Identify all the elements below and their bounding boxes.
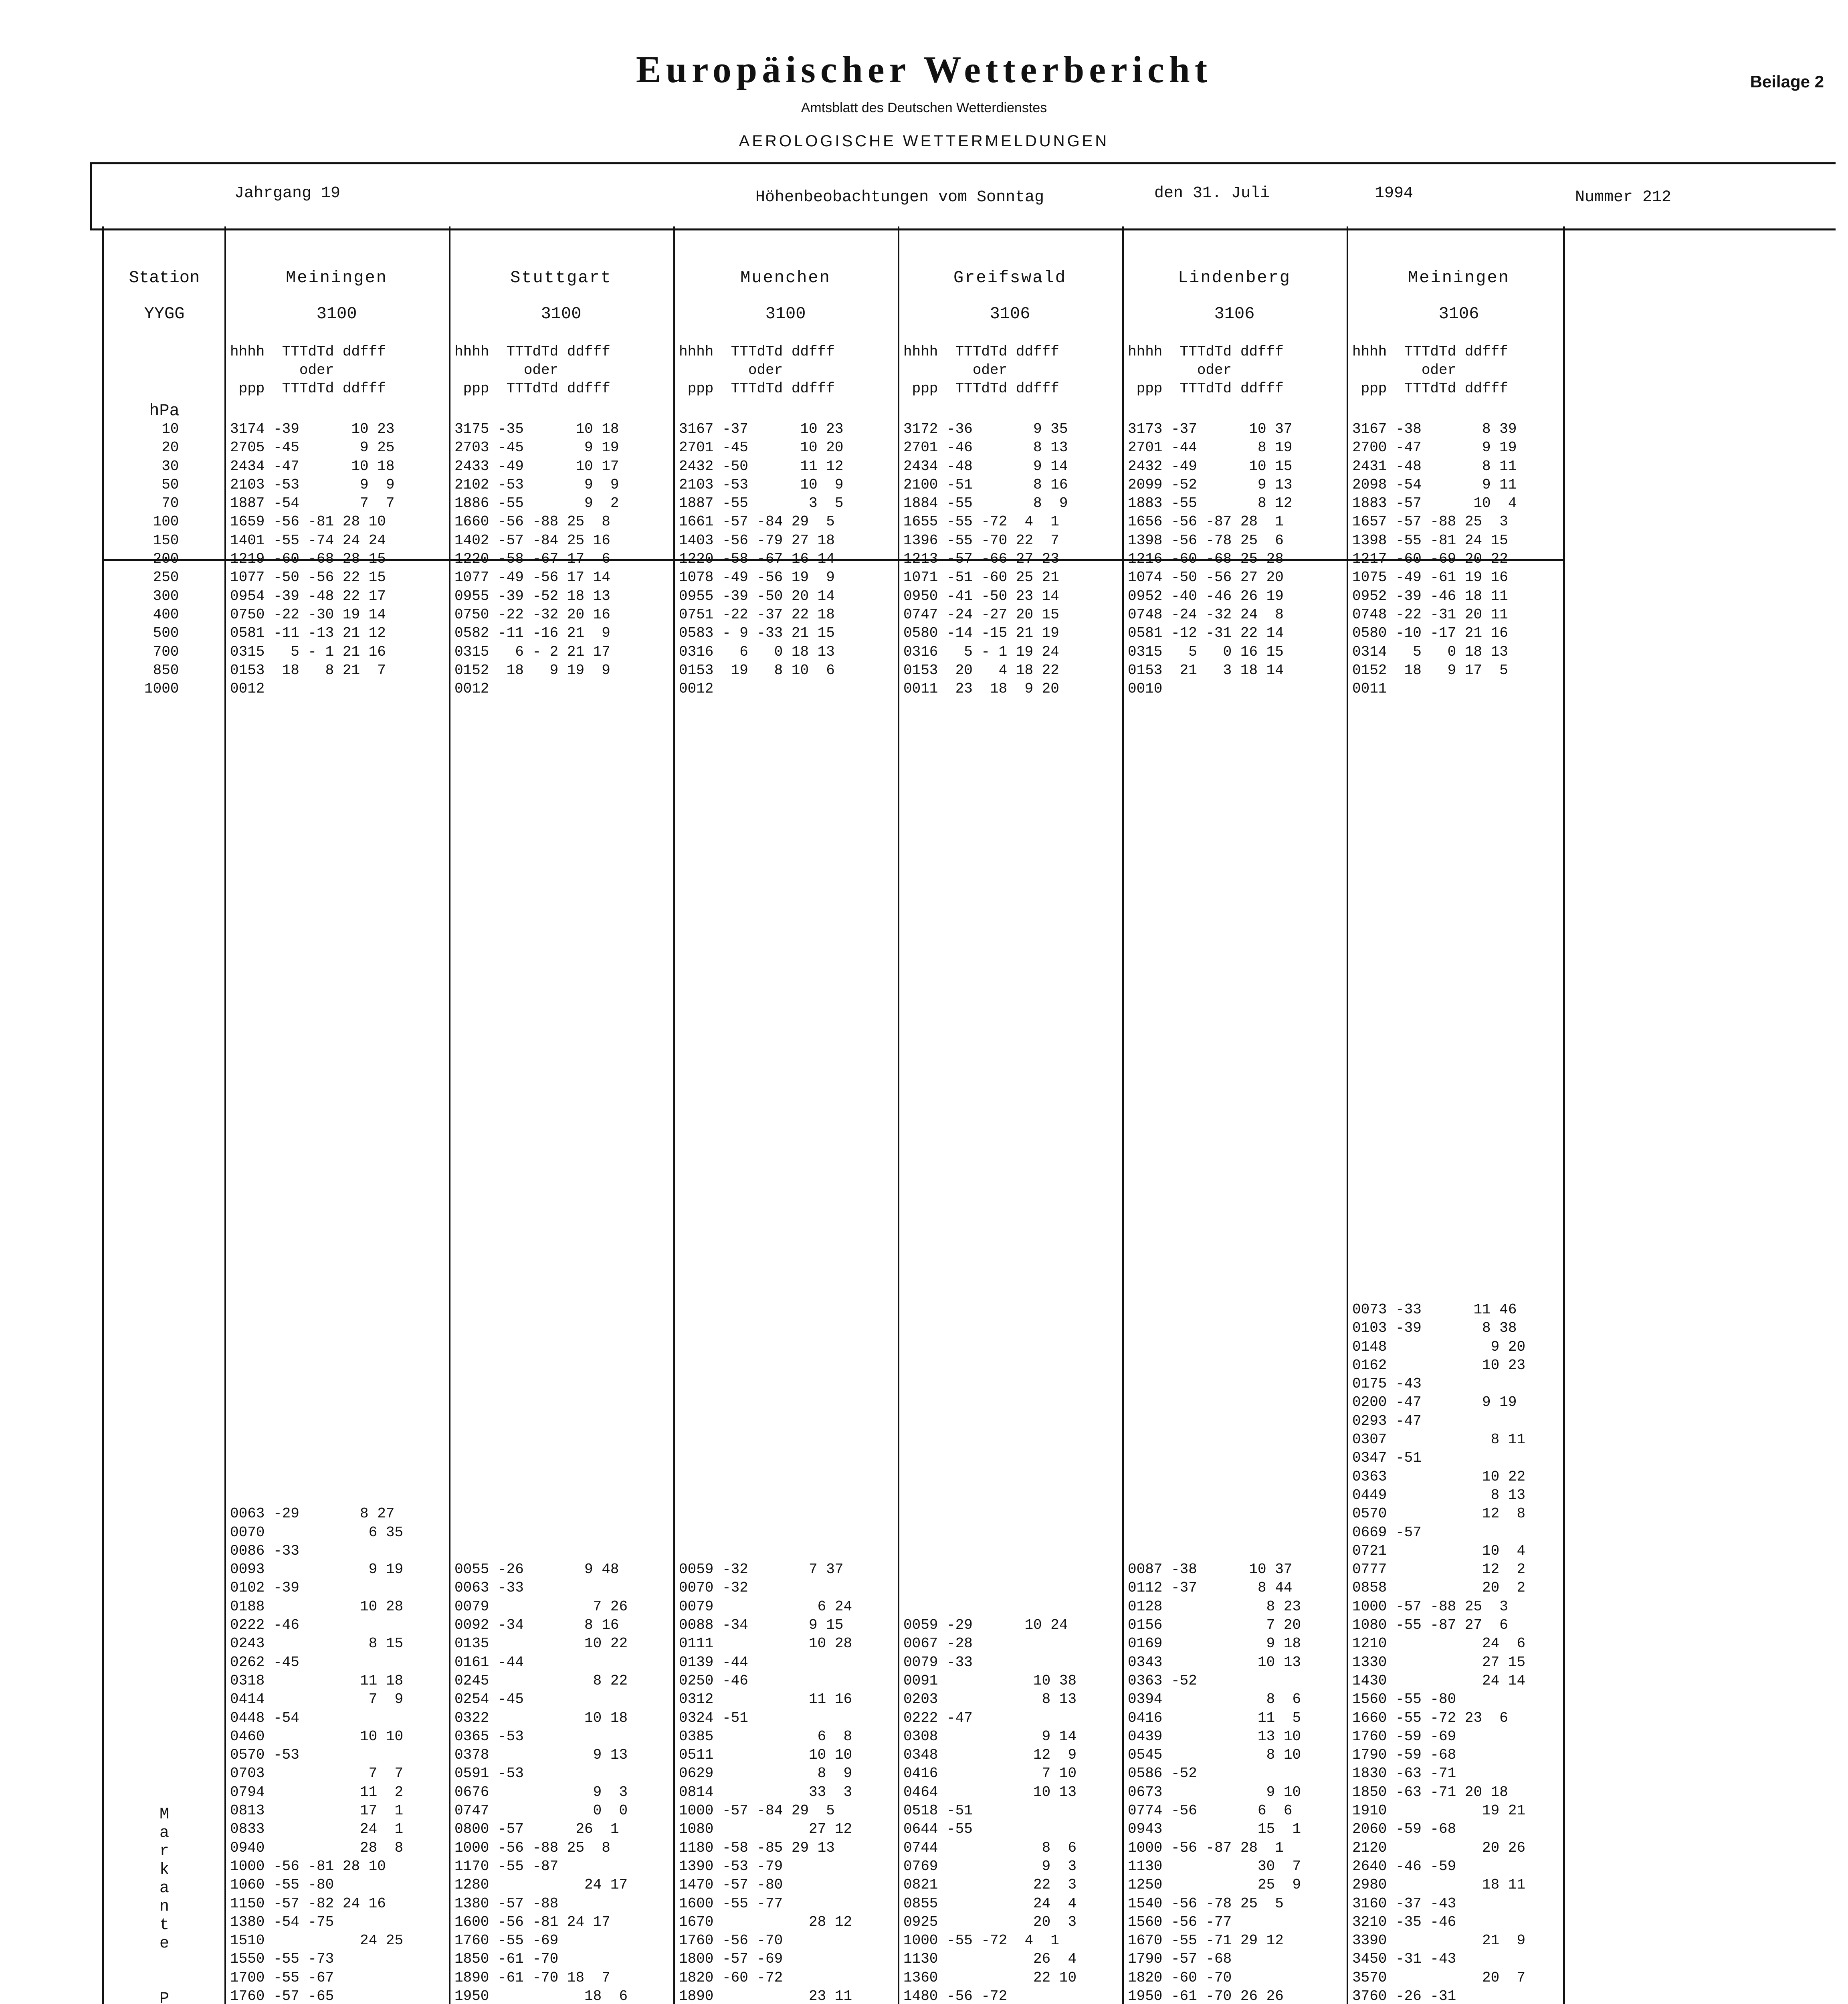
year: 1994 xyxy=(1375,184,1414,202)
station-yygg: 3100 xyxy=(316,304,357,323)
column-head-2: oder xyxy=(679,362,783,378)
beilage-label: Beilage 2 xyxy=(1750,72,1824,91)
column-head-2: oder xyxy=(454,362,559,378)
column-head-2: oder xyxy=(230,362,334,378)
report-title: Europäischer Wetterbericht xyxy=(636,49,1212,91)
date: den 31. Juli xyxy=(1154,184,1270,202)
station-yygg: 3100 xyxy=(765,304,806,323)
station-yygg: 3106 xyxy=(1214,304,1255,323)
significant-points: 0063 -29 8 27 0070 6 35 0086 -33 0093 9 19 0102 -39 0188 10 28 0222 -46 0243 8 15 0262 -45 0318 11 18 0414 7 9 0448 -54 0460 10 10 0570 -53 0703 7 7 0794 11 2 0813 17 1 0833 24 1 0940 28 8 1000 -56 -81 28 10 1060 -55 -80 1150 -57 -82 24 16 1380 -54 -75 1510 24 25 1550 -55 -73 1700 -55 -67 1760 -57 -65 xyxy=(230,1505,404,2004)
column-head-1: hhhh TTTdTd ddfff xyxy=(903,343,1059,360)
data-grid xyxy=(102,226,1565,2004)
column-head-1: hhhh TTTdTd ddfff xyxy=(1352,343,1508,360)
standard-levels: 3174 -39 10 23 2705 -45 9 25 2434 -47 10 18 2103 -53 9 9 1887 -54 7 7 1659 -56 -81 28 10 1401 -55 -74 24 24 1219 -60 -68 28 15 1077 -50 -56 22 15 0954 -39 -48 22 17 0750 -22 -30 19 14 0581 -11 -13 21 12 0315 5 - 1 21 16 0153 18 8 21 7 0012 xyxy=(230,421,395,697)
column-head-2: oder xyxy=(1352,362,1456,378)
column-head-1: hhhh TTTdTd ddfff xyxy=(454,343,610,360)
significant-points: 0059 -32 7 37 0070 -32 0079 6 24 0088 -34 9 15 0111 10 28 0139 -44 0250 -46 0312 11 16 0324 -51 0385 6 8 0511 10 10 0629 8 9 0814 33 3 1000 -57 -84 29 5 1080 27 12 1180 -58 -85 29 13 1390 -53 -79 1470 -57 -80 1600 -55 -77 1670 28 12 1760 -56 -70 1800 -57 -69 1820 -60 -72 1890 23 11 xyxy=(679,1561,852,2004)
station-name: Meiningen xyxy=(286,268,388,287)
significant-points: 0073 -33 11 46 0103 -39 8 38 0148 9 20 0162 10 23 0175 -43 0200 -47 9 19 0293 -47 0307 8 11 0347 -51 0363 10 22 0449 8 13 0570 12 8 0669 -57 0721 10 4 0777 12 2 0858 20 2 1000 -57 -88 25 3 1080 -55 -87 27 6 1210 24 6 1330 27 15 1430 24 14 1560 -55 -80 1660 -55 -72 23 6 1760 -59 -69 1790 -59 -68 1830 -63 -71 1850 -63 -71 20 18 1910 19 21 2060 -59 -68 2120 20 26 2640 -46 -59 2980 18 11 3160 -37 -43 3210 -35 -46 3390 21 9 3450 -31 -43 3570 20 7 3760 -26 -31 xyxy=(1352,1301,1526,2004)
observation-label: Höhenbeobachtungen vom Sonntag xyxy=(755,188,1044,206)
standard-levels: 3172 -36 9 35 2701 -46 8 13 2434 -48 9 14 2100 -51 8 16 1884 -55 8 9 1655 -55 -72 4 1 1396 -55 -70 22 7 1213 -57 -66 27 23 1071 -51 -60 25 21 0950 -41 -50 23 14 0747 -24 -27 20 15 0580 -14 -15 21 19 0316 5 - 1 19 24 0153 20 4 18 22 0011 23 18 9 20 xyxy=(903,421,1068,697)
station-yygg: 3106 xyxy=(1438,304,1479,323)
significant-points: 0059 -29 10 24 0067 -28 0079 -33 0091 10 38 0203 8 13 0222 -47 0308 9 14 0348 12 9 0416 7 10 0464 10 13 0518 -51 0644 -55 0744 8 6 0769 9 3 0821 22 3 0855 24 4 0925 20 3 1000 -55 -72 4 1 1130 26 4 1360 22 10 1480 -56 -72 xyxy=(903,1617,1077,2004)
significant-points: 0087 -38 10 37 0112 -37 8 44 0128 8 23 0156 7 20 0169 9 18 0343 10 13 0363 -52 0394 8 6 0416 11 5 0439 13 10 0545 8 10 0586 -52 0673 9 10 0774 -56 6 6 0943 15 1 1000 -56 -87 28 1 1130 30 7 1250 25 9 1540 -56 -78 25 5 1560 -56 -77 1670 -55 -71 29 12 1790 -57 -68 1820 -60 -70 1950 -61 -70 26 26 xyxy=(1128,1561,1301,2004)
column-head-3: ppp TTTdTd ddfff xyxy=(230,380,386,397)
hpa-label: hPa xyxy=(149,401,180,420)
column-head-2: oder xyxy=(1128,362,1232,378)
station-label: Station xyxy=(129,268,200,287)
column-head-3: ppp TTTdTd ddfff xyxy=(1128,380,1284,397)
standard-levels: 3173 -37 10 37 2701 -44 8 19 2432 -49 10 15 2099 -52 9 13 1883 -55 8 12 1656 -56 -87 28 1 1398 -56 -78 25 6 1216 -60 -68 25 28 1074 -50 -56 27 20 0952 -40 -46 26 19 0748 -24 -32 24 8 0581 -12 -31 22 14 0315 5 0 16 15 0153 21 3 18 14 0010 xyxy=(1128,421,1293,697)
yygg-label: YYGG xyxy=(144,304,185,323)
column-head-3: ppp TTTdTd ddfff xyxy=(679,380,835,397)
report-subtitle: Amtsblatt des Deutschen Wetterdienstes xyxy=(801,100,1047,115)
column-head-3: ppp TTTdTd ddfff xyxy=(1352,380,1508,397)
column-head-1: hhhh TTTdTd ddfff xyxy=(1128,343,1284,360)
issue-bar xyxy=(90,162,1836,230)
standard-levels: 3175 -35 10 18 2703 -45 9 19 2433 -49 10 17 2102 -53 9 9 1886 -55 9 2 1660 -56 -88 25 8 1402 -57 -84 25 16 1220 -58 -67 17 6 1077 -49 -56 17 14 0955 -39 -52 18 13 0750 -22 -32 20 16 0582 -11 -16 21 9 0315 6 - 2 21 17 0152 18 9 19 9 0012 xyxy=(454,421,619,697)
station-name: Greifswald xyxy=(953,268,1067,287)
pressure-levels: 10 20 30 50 70 100 150 200 250 300 400 500 700 850 1000 xyxy=(144,421,179,697)
issue-number: Nummer 212 xyxy=(1575,188,1672,206)
station-name: Muenchen xyxy=(740,268,831,287)
column-head-3: ppp TTTdTd ddfff xyxy=(454,380,610,397)
column-head-1: hhhh TTTdTd ddfff xyxy=(230,343,386,360)
significant-points: 0055 -26 9 48 0063 -33 0079 7 26 0092 -34 8 16 0135 10 22 0161 -44 0245 8 22 0254 -45 0322 10 18 0365 -53 0378 9 13 0591 -53 0676 9 3 0747 0 0 0800 -57 26 1 1000 -56 -88 25 8 1170 -55 -87 1280 24 17 1380 -57 -88 1600 -56 -81 24 17 1760 -55 -69 1850 -61 -70 1890 -61 -70 18 7 1950 18 6 xyxy=(454,1561,628,2004)
column-head-2: oder xyxy=(903,362,1008,378)
station-yygg: 3106 xyxy=(990,304,1030,323)
station-yygg: 3100 xyxy=(541,304,582,323)
station-name: Lindenberg xyxy=(1177,268,1291,287)
standard-levels: 3167 -38 8 39 2700 -47 9 19 2431 -48 8 11 2098 -54 9 11 1883 -57 10 4 1657 -57 -88 25 3 1398 -55 -81 24 15 1217 -60 -69 20 22 1075 -49 -61 19 16 0952 -39 -46 18 11 0748 -22 -31 20 11 0580 -10 -17 21 16 0314 5 0 18 13 0152 18 9 17 5 0011 xyxy=(1352,421,1517,697)
jahrgang: Jahrgang 19 xyxy=(234,184,341,202)
markante-punkte-label: M a r k a n t e P xyxy=(159,1806,169,2004)
standard-levels: 3167 -37 10 23 2701 -45 10 20 2432 -50 11 12 2103 -53 10 9 1887 -55 3 5 1661 -57 -84 29 5 1403 -56 -79 27 18 1220 -58 -67 16 14 1078 -49 -56 19 9 0955 -39 -50 20 14 0751 -22 -37 22 18 0583 - 9 -33 21 15 0316 6 0 18 13 0153 19 8 10 6 0012 xyxy=(679,421,844,697)
station-name: Stuttgart xyxy=(510,268,612,287)
column-head-3: ppp TTTdTd ddfff xyxy=(903,380,1059,397)
report-section: AEROLOGISCHE WETTERMELDUNGEN xyxy=(739,132,1109,150)
column-head-1: hhhh TTTdTd ddfff xyxy=(679,343,835,360)
station-name: Meiningen xyxy=(1408,268,1510,287)
